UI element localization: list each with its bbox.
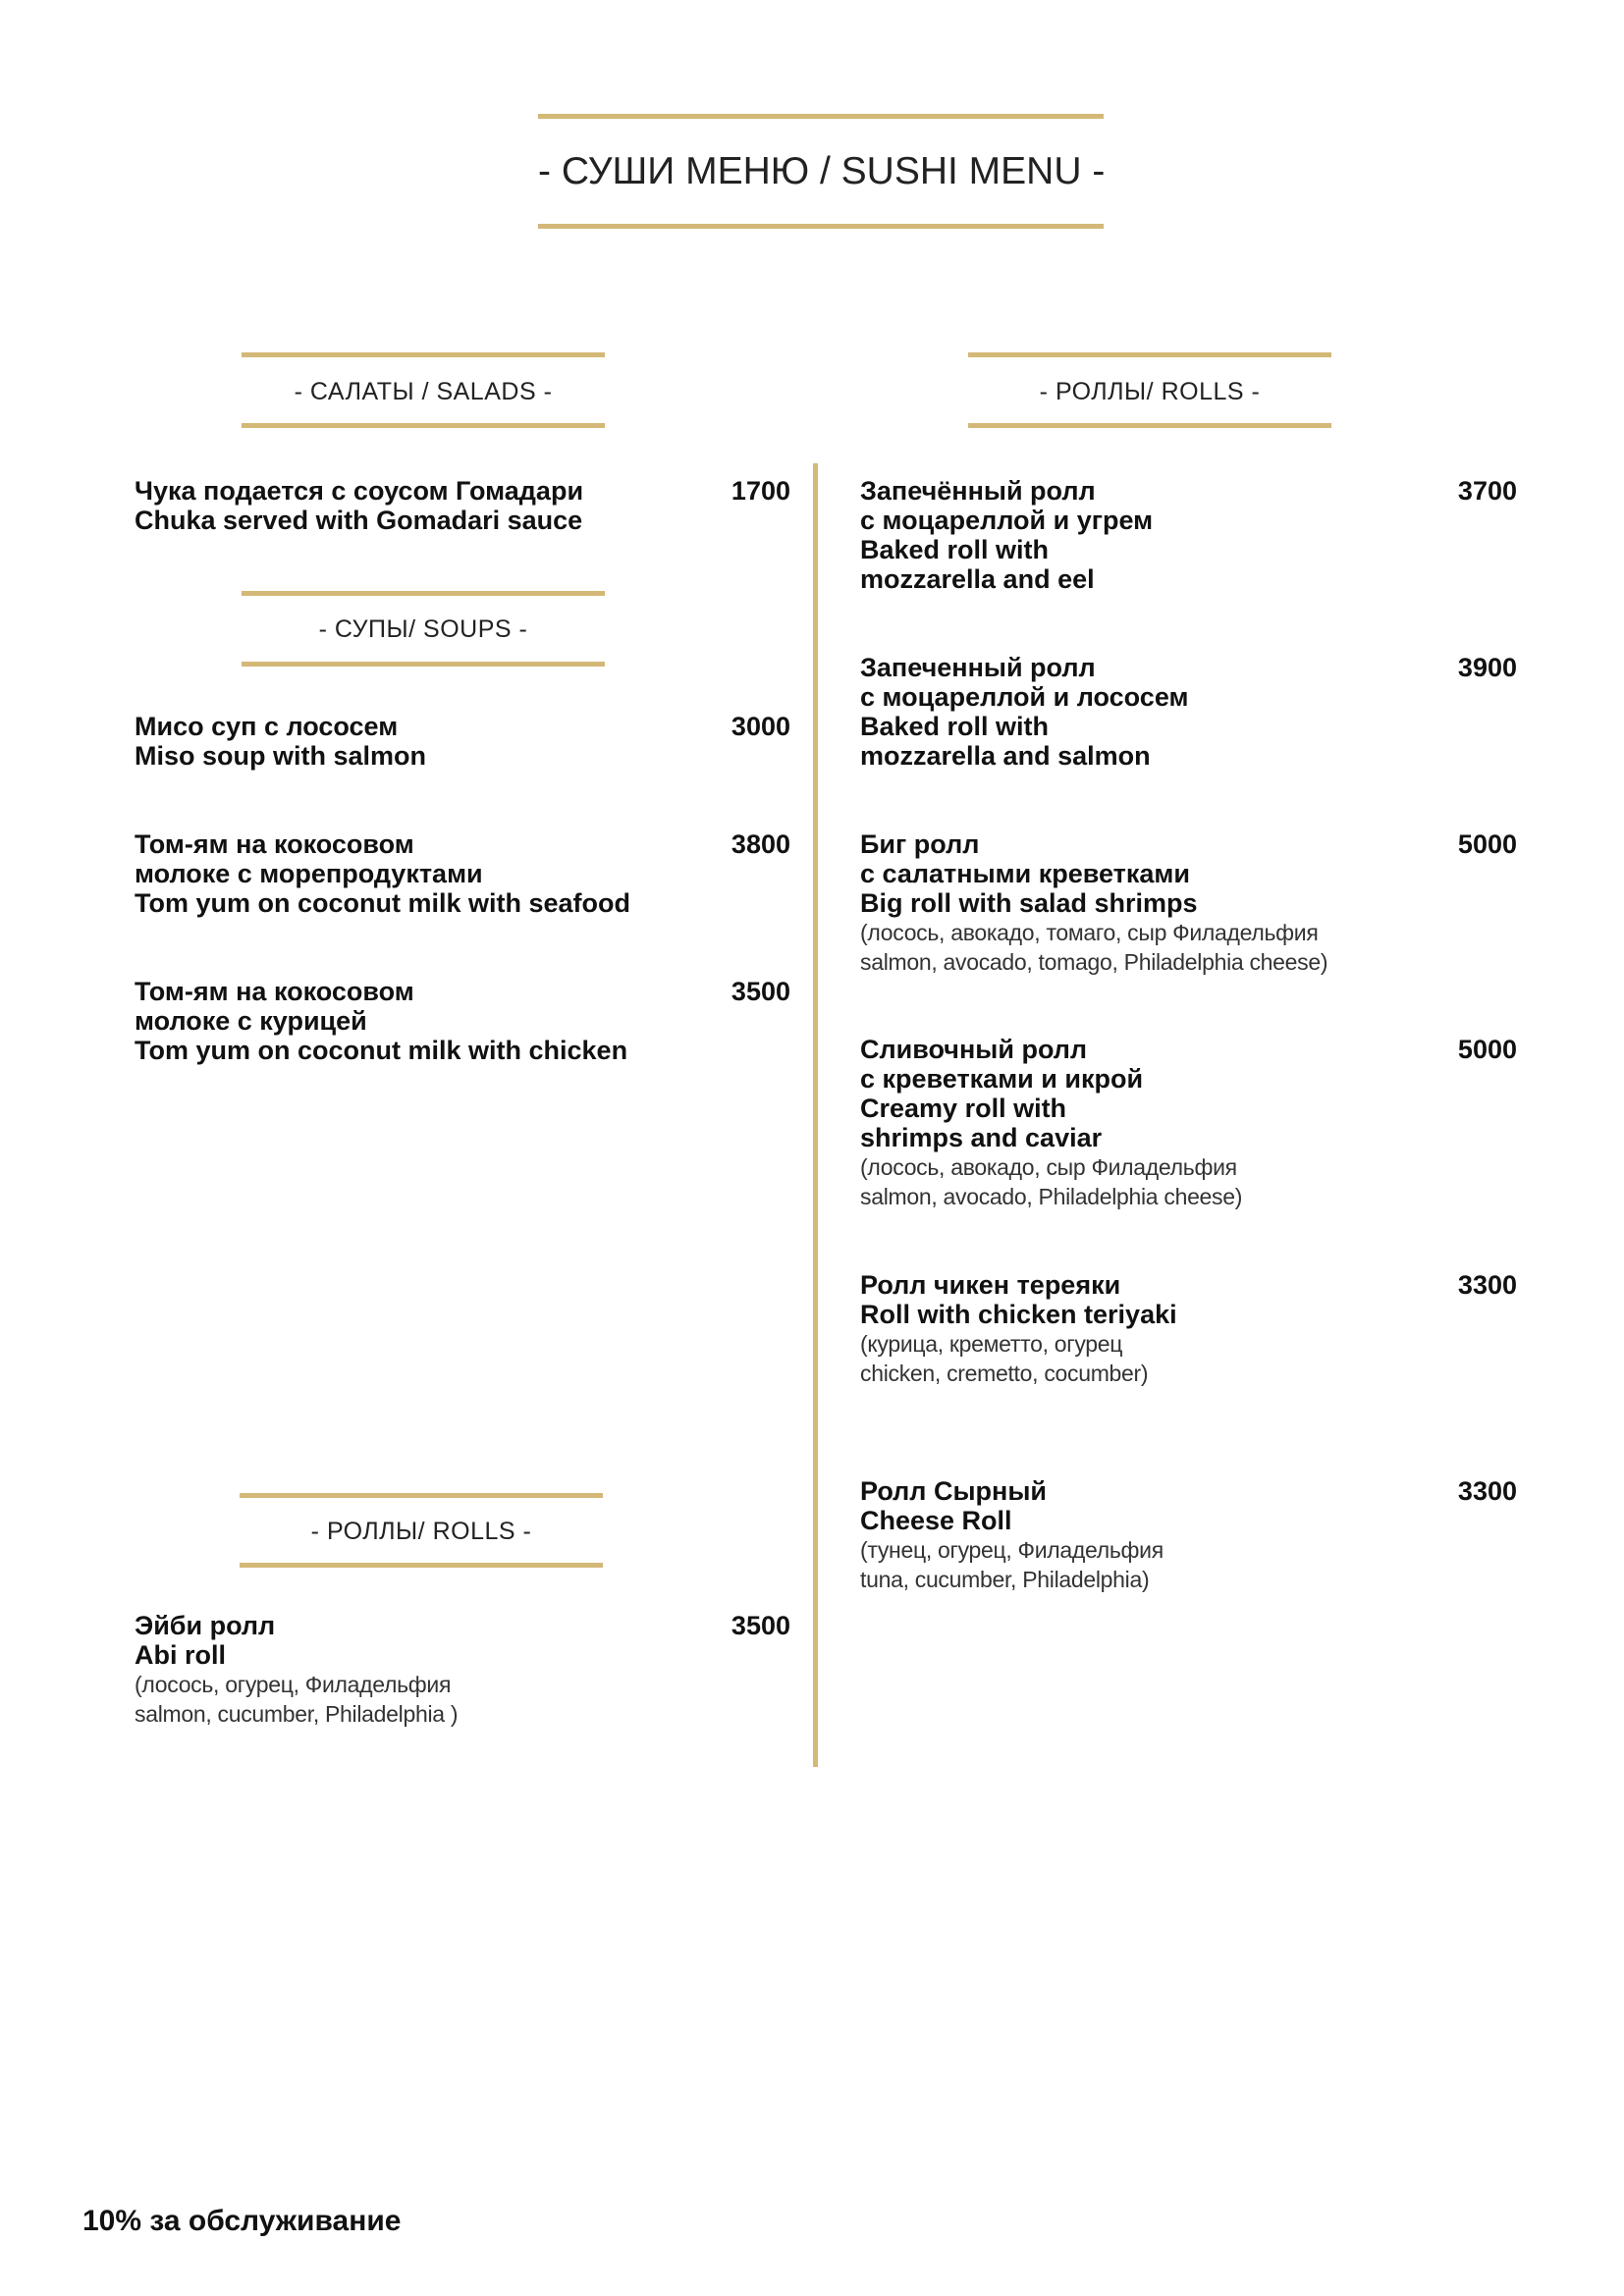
item-name: Запечённый ролл с моцареллой и угрем Baked roll with mozzarella and eel [860,476,1154,594]
menu-item-tomyum-chicken [135,977,743,1065]
rolls-left-bottom-rule [240,1563,603,1568]
item-description: (тунец, огурец, Филадельфия tuna, cucumber, Philadelphia) [860,1537,1164,1592]
item-name: Эйби ролл Abi roll [135,1611,276,1670]
rolls-left-top-rule [240,1493,603,1498]
menu-item-chuka [135,476,724,535]
column-divider [813,463,818,1767]
item-price: 5000 [1457,829,1517,859]
item-price: 5000 [1457,1035,1517,1064]
menu-item-tomyum-seafood [135,829,743,918]
item-name: Том-ям на кокосовом молоке с курицей Tom yum on coconut milk with chicken [135,977,628,1065]
item-description: (лосось, огурец, Филадельфия salmon, cucumber, Philadelphia ) [135,1672,459,1727]
item-name: Ролл чикен тереяки Roll with chicken teriyaki [860,1270,1177,1329]
menu-item-miso [135,712,724,771]
title-top-rule [538,114,1104,119]
page-title: - СУШИ МЕНЮ / SUSHI MENU - [538,150,1106,192]
item-description: (лосось, авокадо, томаго, сыр Филадельфия salmon, avocado, tomago, Philadelphia cheese) [860,920,1328,975]
item-price: 3700 [1457,476,1517,506]
item-name: Чука подается с соусом Гомадари Chuka served with Gomadari sauce [135,476,584,535]
soups-top-rule [242,591,605,596]
menu-item-creamy-roll [860,1035,1410,1211]
rolls-right-bottom-rule [968,423,1331,428]
section-title-soups: - СУПЫ/ SOUPS - [318,615,528,643]
item-price: 3800 [731,829,790,859]
item-price: 3900 [1457,653,1517,682]
item-name: Сливочный ролл с креветками и икрой Creamy roll with shrimps and caviar [860,1035,1144,1152]
menu-item-chicken-teriyaki [860,1270,1410,1388]
section-title-salads: - САЛАТЫ / SALADS - [294,378,553,405]
item-price: 3300 [1457,1270,1517,1300]
salads-top-rule [242,352,605,357]
menu-item-baked-salmon [860,653,1410,771]
section-title-rolls-right: - РОЛЛЫ/ ROLLS - [1039,378,1261,405]
item-name: Мисо суп с лососем Miso soup with salmon [135,712,427,771]
item-name: Том-ям на кокосовом молоке с морепродуктами Tom yum on coconut milk with seafood [135,829,631,918]
rolls-right-top-rule [968,352,1331,357]
menu-item-cheese-roll [860,1476,1410,1594]
item-name: Биг ролл с салатными креветками Big roll with salad shrimps [860,829,1198,918]
item-price: 3500 [731,977,790,1006]
item-price: 3500 [731,1611,790,1640]
item-price: 1700 [731,476,790,506]
section-title-rolls-left: - РОЛЛЫ/ ROLLS - [310,1518,532,1545]
soups-bottom-rule [242,662,605,667]
item-price: 3000 [731,712,790,741]
title-bottom-rule [538,224,1104,229]
item-description: (курица, креметто, огурец chicken, cremetto, cocumber) [860,1331,1149,1386]
item-name: Ролл Сырный Cheese Roll [860,1476,1047,1535]
item-name: Запеченный ролл с моцареллой и лососем Baked roll with mozzarella and salmon [860,653,1189,771]
menu-item-baked-eel [860,476,1410,594]
menu-item-big-roll [860,829,1449,977]
service-charge-note: 10% за обслуживание [82,2205,402,2237]
item-price: 3300 [1457,1476,1517,1506]
menu-item-abi-roll [135,1611,724,1729]
item-description: (лосось, авокадо, сыр Филадельфия salmon, avocado, Philadelphia cheese) [860,1154,1243,1209]
salads-bottom-rule [242,423,605,428]
